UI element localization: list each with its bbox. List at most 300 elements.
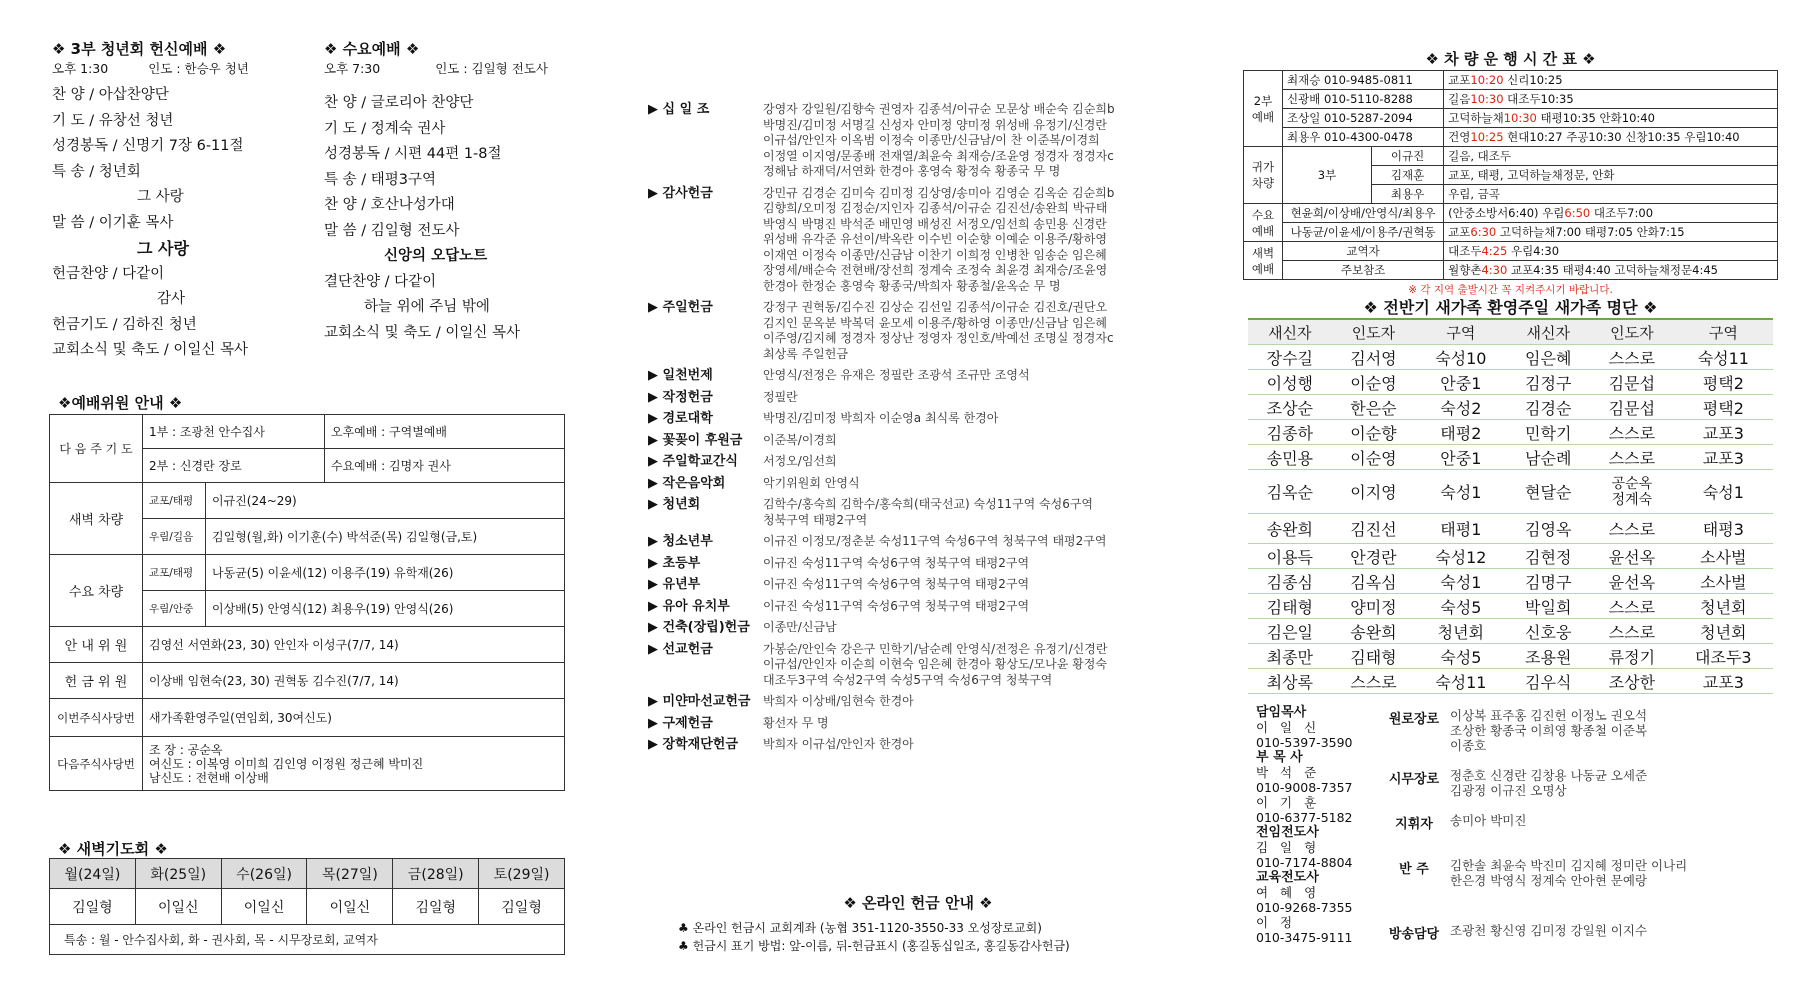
staff-phone: 010-9268-7355 bbox=[1256, 900, 1353, 915]
bus-route bbox=[1444, 242, 1778, 261]
route-stops: 대조두7:00 bbox=[1590, 206, 1654, 220]
table-cell: 이용득 bbox=[1248, 544, 1332, 569]
wed-car-label: 수요 차량 bbox=[50, 555, 143, 627]
wed-service-leader: 인도 : 김일형 전도사 bbox=[435, 61, 548, 76]
column-header: 인도자 bbox=[1590, 319, 1674, 345]
table-cell: 최상록 bbox=[1248, 669, 1332, 694]
dedication-label: ▶ 청소년부 bbox=[648, 534, 713, 549]
route-stops: 태평10:35 안화10:40 bbox=[1536, 111, 1655, 125]
table-cell: 류정기 bbox=[1590, 644, 1674, 669]
cell: 오후예배 : 구역별예배 bbox=[324, 415, 564, 449]
route-stops: 교포4:35 태평4:40 고덕하늘채정문4:45 bbox=[1507, 263, 1718, 277]
cell: 교포/태평 bbox=[143, 555, 206, 591]
dedications-list bbox=[648, 102, 1188, 753]
cell: 이상배(5) 안영식(12) 최용우(19) 안영식(26) bbox=[206, 591, 565, 627]
table-cell: 안중1 bbox=[1415, 445, 1506, 470]
meal-label: 이번주식사당번 bbox=[50, 699, 143, 737]
table-cell: 스스로 bbox=[1590, 594, 1674, 619]
dedications-column bbox=[648, 102, 1188, 953]
cell: 우림/길음 bbox=[143, 519, 206, 555]
table-cell: 이순영 bbox=[1332, 445, 1416, 470]
role-names: 송미아 박미진 bbox=[1450, 813, 1527, 828]
role-names: 조광천 황신영 김미정 강일원 이지수 bbox=[1450, 923, 1648, 938]
table-cell: 교포3 bbox=[1674, 445, 1773, 470]
day-cell: 목(27일) bbox=[307, 859, 393, 889]
table-cell: 대조두3 bbox=[1674, 644, 1773, 669]
route-stop: 월향촌 bbox=[1448, 263, 1482, 277]
role-label: 반 주 bbox=[1399, 862, 1429, 877]
table-cell: 윤선옥 bbox=[1590, 569, 1674, 594]
table-row bbox=[1248, 514, 1773, 544]
leader-cell: 이일신 bbox=[135, 889, 221, 925]
dedication-names: 이규진 숙성11구역 숙성6구역 청북구역 태평2구역 bbox=[763, 577, 1030, 591]
bus-table bbox=[1243, 70, 1778, 298]
staff-title: 부 목 사 bbox=[1256, 750, 1303, 765]
role-row bbox=[1378, 813, 1526, 832]
dawn-car-label: 새벽 차량 bbox=[50, 483, 143, 555]
wed-service bbox=[324, 38, 584, 346]
dedication-row bbox=[648, 300, 1188, 362]
cell: 1부 : 조광천 안수집사 bbox=[143, 415, 325, 449]
route-stops: 대조두10:35 bbox=[1503, 92, 1574, 106]
program-line: 특 송 / 청년회 bbox=[52, 163, 141, 180]
wed-service-time: 오후 7:30 bbox=[324, 61, 381, 76]
dedication-row bbox=[648, 534, 1188, 550]
online-offering bbox=[648, 892, 1188, 955]
table-cell: 숙성1 bbox=[1415, 569, 1506, 594]
table-row bbox=[1248, 669, 1773, 694]
table-cell: 평택2 bbox=[1674, 395, 1773, 420]
staff-name: 박 석 준 bbox=[1256, 765, 1321, 780]
dedication-names: 강정구 권혁동/김수진 김상순 김선일 김종석/이규순 김진호/권단오 김지인 문옥분 박복덕 윤모세 이용주/황하영 이종만/신금남 임은혜 이주영/김지혜 정경자 정상난 정영자 정인호/박예선 조명실 정경자c 최상록 주일헌금 bbox=[763, 300, 1114, 361]
evening-service bbox=[52, 38, 322, 364]
dedication-names: 정필란 bbox=[763, 389, 798, 404]
table-cell: 남순례 bbox=[1506, 445, 1590, 470]
staff-list bbox=[1256, 705, 1366, 945]
cell: 나동균(5) 이윤세(12) 이용주(19) 유학재(26) bbox=[206, 555, 565, 591]
day-cell: 화(25일) bbox=[135, 859, 221, 889]
role-label: 지휘자 bbox=[1395, 817, 1433, 832]
bus-cell: 최용우 bbox=[1372, 185, 1444, 204]
table-cell: 송민용 bbox=[1248, 445, 1332, 470]
bus-route bbox=[1444, 109, 1778, 128]
dedication-label: ▶ 주일학교간식 bbox=[648, 454, 738, 469]
table-cell: 현달순 bbox=[1506, 470, 1590, 514]
table-cell: 신호웅 bbox=[1506, 619, 1590, 644]
dedication-row bbox=[648, 497, 1188, 528]
leader-cell: 이일신 bbox=[307, 889, 393, 925]
bus-cell: 이규진 bbox=[1372, 147, 1444, 166]
day-cell: 토(29일) bbox=[479, 859, 565, 889]
dedication-label: ▶ 감사헌금 bbox=[648, 185, 713, 201]
bus-cell: 현윤희/이상배/안영식/최용우 bbox=[1283, 204, 1444, 223]
route-time: 10:30 bbox=[1503, 111, 1537, 125]
table-cell: 김옥심 bbox=[1332, 569, 1416, 594]
program-line: 헌금기도 / 김하진 청년 bbox=[52, 316, 197, 333]
table-cell: 청년회 bbox=[1415, 619, 1506, 644]
table-cell: 김우식 bbox=[1506, 669, 1590, 694]
staff-title: 전임전도사 bbox=[1256, 825, 1319, 840]
table-cell: 공순옥 정계숙 bbox=[1590, 470, 1674, 514]
role-label: 원로장로 bbox=[1388, 712, 1440, 727]
table-row bbox=[1248, 594, 1773, 619]
dedication-row bbox=[648, 186, 1188, 295]
dedication-names: 이종만/신금남 bbox=[763, 620, 837, 634]
bus-route bbox=[1444, 128, 1778, 147]
bus-cell: 신광배 010-5110-8288 bbox=[1283, 90, 1444, 109]
route-stop: 고덕하늘채 bbox=[1448, 111, 1504, 125]
role-names: 김한솔 최윤숙 박진미 김지혜 정미란 이나리 한은경 박영식 정계숙 안아현 문예랑 bbox=[1450, 858, 1688, 888]
column-header: 구역 bbox=[1415, 319, 1506, 345]
table-cell: 김명구 bbox=[1506, 569, 1590, 594]
program-line: 찬 양 / 아삽찬양단 bbox=[52, 87, 169, 103]
table-cell: 청년회 bbox=[1674, 594, 1773, 619]
bus-cell: 김재훈 bbox=[1372, 166, 1444, 185]
table-cell: 안중1 bbox=[1415, 370, 1506, 395]
table-row bbox=[1248, 619, 1773, 644]
dedication-row bbox=[648, 556, 1188, 572]
cell-line: 여신도 : 이복영 이미희 김인영 이정원 정근혜 박미진 bbox=[149, 756, 424, 771]
guide-label: 안 내 위 원 bbox=[50, 627, 143, 663]
route-time: 10:25 bbox=[1470, 130, 1504, 144]
column-header: 새신자 bbox=[1506, 319, 1590, 345]
program-line: 교회소식 및 축도 / 이일신 목사 bbox=[52, 342, 249, 358]
meal-label: 다음주식사당번 bbox=[50, 737, 143, 791]
bus-group-label: 새벽 예배 bbox=[1244, 242, 1283, 280]
column-header: 구역 bbox=[1674, 319, 1773, 345]
dedication-row bbox=[648, 599, 1188, 615]
cell: 교포/태평 bbox=[143, 483, 206, 519]
table-cell: 소사벌 bbox=[1674, 569, 1773, 594]
dedication-row bbox=[648, 577, 1188, 593]
table-cell: 민학기 bbox=[1506, 420, 1590, 445]
table-row bbox=[1248, 420, 1773, 445]
table-cell: 김문섭 bbox=[1590, 370, 1674, 395]
dawn-note: 특송 : 월 - 안수집사회, 화 - 권사회, 목 - 시무장로회, 교역자 bbox=[50, 925, 565, 955]
bus-cell: 주보참조 bbox=[1283, 261, 1444, 280]
table-row bbox=[1248, 470, 1773, 514]
bus-cell: 최재승 010-9485-0811 bbox=[1283, 71, 1444, 90]
route-time: 6:50 bbox=[1564, 206, 1591, 220]
table-cell: 김종하 bbox=[1248, 420, 1332, 445]
bus-group-label: 수요 예배 bbox=[1244, 204, 1283, 242]
table-cell: 이순향 bbox=[1332, 420, 1416, 445]
dedication-names: 김학수/홍숙희 김학수/홍숙희(태국선교) 숙성11구역 숙성6구역 청북구역 태평2구역 bbox=[763, 497, 1094, 527]
online-line: ♣ 온라인 헌금시 교회계좌 (농협 351-1120-3550-33 오성장로교회) bbox=[678, 921, 1042, 935]
table-row bbox=[1248, 345, 1773, 370]
table-cell: 최종만 bbox=[1248, 644, 1332, 669]
dedication-label: ▶ 일천번제 bbox=[648, 368, 713, 383]
route-stops: 신리10:25 bbox=[1503, 73, 1563, 87]
dedication-row bbox=[648, 737, 1188, 753]
cell: 이상배 임현숙(23, 30) 권혁동 김수진(7/7, 14) bbox=[143, 663, 565, 699]
dedication-label: ▶ 경로대학 bbox=[648, 411, 713, 426]
dedication-label: ▶ 청년회 bbox=[648, 497, 701, 512]
staff-phone: 010-6377-5182 bbox=[1256, 810, 1353, 825]
role-row bbox=[1378, 923, 1647, 942]
offer-label: 헌 금 위 원 bbox=[50, 663, 143, 699]
dedication-label: ▶ 구제헌금 bbox=[648, 715, 713, 731]
table-cell: 장수길 bbox=[1248, 345, 1332, 370]
cell-line: 남신도 : 전현배 이상배 bbox=[149, 770, 269, 785]
dedication-names: 박희자 이규섭/안인자 한경아 bbox=[763, 737, 914, 751]
dedication-row bbox=[648, 390, 1188, 406]
dedication-label: ▶ 유아 유치부 bbox=[648, 598, 730, 614]
table-cell: 김영옥 bbox=[1506, 514, 1590, 544]
dedication-row bbox=[648, 368, 1188, 384]
role-row bbox=[1378, 708, 1647, 753]
leader-cell: 이일신 bbox=[221, 889, 307, 925]
table-cell: 이순영 bbox=[1332, 370, 1416, 395]
column-header: 새신자 bbox=[1248, 319, 1332, 345]
program-line: 찬 양 / 호산나성가대 bbox=[324, 197, 455, 213]
table-cell: 김태형 bbox=[1248, 594, 1332, 619]
dedication-names: 이준복/이경희 bbox=[763, 432, 837, 447]
table-cell: 태평1 bbox=[1415, 514, 1506, 544]
dawn-prayer-table bbox=[49, 858, 565, 955]
dedication-names: 황선자 무 명 bbox=[763, 715, 829, 730]
table-cell: 조상한 bbox=[1590, 669, 1674, 694]
table-cell: 교포3 bbox=[1674, 669, 1773, 694]
program-line: 성경봉독 / 시편 44편 1-8절 bbox=[324, 146, 502, 162]
dedication-label: ▶ 유년부 bbox=[648, 577, 701, 592]
table-cell: 박일희 bbox=[1506, 594, 1590, 619]
dedication-row bbox=[648, 642, 1188, 689]
role-names: 이상복 표주홍 김진헌 이정노 권오석 조상한 황종국 이희영 황종철 이준복 이종호 bbox=[1450, 708, 1648, 753]
dedication-label: ▶ 작정헌금 bbox=[648, 389, 713, 405]
table-row bbox=[1248, 644, 1773, 669]
staff-name: 여 혜 영 bbox=[1256, 885, 1321, 900]
table-cell: 조용원 bbox=[1506, 644, 1590, 669]
table-row bbox=[1248, 445, 1773, 470]
table-cell: 숙성1 bbox=[1674, 470, 1773, 514]
route-stop: 교포 bbox=[1448, 225, 1471, 239]
table-cell: 태평3 bbox=[1674, 514, 1773, 544]
program-line: 말 씀 / 김일형 전도사 bbox=[324, 222, 460, 239]
program-line: 결단찬양 / 다같이 bbox=[324, 273, 437, 290]
dedication-names: 박명진/김미정 박희자 이순영a 최식록 한경아 bbox=[763, 411, 999, 425]
program-line: 기 도 / 정계숙 권사 bbox=[324, 120, 446, 137]
table-cell: 김종심 bbox=[1248, 569, 1332, 594]
evening-service-title: ❖ 3부 청년회 헌신예배 ❖ bbox=[52, 40, 227, 58]
role-row bbox=[1378, 768, 1647, 798]
evening-service-time: 오후 1:30 bbox=[52, 61, 109, 76]
dedication-names: 이규진 숙성11구역 숙성6구역 청북구역 태평2구역 bbox=[763, 598, 1030, 613]
table-cell: 숙성5 bbox=[1415, 644, 1506, 669]
program-line: 그 사랑 bbox=[137, 189, 184, 205]
route-time: 10:30 bbox=[1470, 92, 1504, 106]
table-cell: 양미정 bbox=[1332, 594, 1416, 619]
bus-cell: 나동균/이윤세/이용주/권혁동 bbox=[1283, 223, 1444, 242]
dedication-label: ▶ 주일헌금 bbox=[648, 300, 713, 315]
route-stop: 길음 bbox=[1448, 92, 1471, 106]
route-stops: 고덕하늘채7:00 태평7:05 안화7:15 bbox=[1496, 225, 1685, 239]
program-line: 말 씀 / 이기훈 목사 bbox=[52, 214, 174, 231]
dedication-names: 악기위원회 안영식 bbox=[763, 475, 860, 490]
table-cell: 숙성10 bbox=[1415, 345, 1506, 370]
dedication-row bbox=[648, 411, 1188, 427]
staff-name: 김 일 형 bbox=[1256, 840, 1321, 855]
bus-route bbox=[1444, 223, 1778, 242]
route-stop: 건영 bbox=[1448, 130, 1471, 144]
program-line: 찬 양 / 글로리아 찬양단 bbox=[324, 95, 474, 111]
dedication-label: ▶ 작은음악회 bbox=[648, 475, 726, 491]
dawn-prayer-title: ❖ 새벽기도회 ❖ bbox=[58, 840, 168, 858]
dedication-label: ▶ 장학재단헌금 bbox=[648, 737, 738, 752]
table-cell: 평택2 bbox=[1674, 370, 1773, 395]
table-cell: 스스로 bbox=[1590, 445, 1674, 470]
table-cell: 청년회 bbox=[1674, 619, 1773, 644]
bus-note: ※ 각 지역 출발시간 꼭 지켜주시기 바랍니다. bbox=[1408, 283, 1613, 296]
evening-service-leader: 인도 : 한승우 청년 bbox=[148, 61, 249, 76]
bus-route bbox=[1444, 71, 1778, 90]
table-cell: 김정구 bbox=[1506, 370, 1590, 395]
table-cell: 김현정 bbox=[1506, 544, 1590, 569]
bus-cell: 우림, 금곡 bbox=[1444, 185, 1778, 204]
table-cell: 김진선 bbox=[1332, 514, 1416, 544]
cell: 이규진(24~29) bbox=[206, 483, 565, 519]
bus-route bbox=[1444, 90, 1778, 109]
dedication-row bbox=[648, 454, 1188, 470]
route-time: 4:30 bbox=[1481, 263, 1508, 277]
cell-line: 조 장 : 공순옥 bbox=[149, 742, 223, 757]
dedication-names: 강영자 강일원/김향숙 권영자 김종석/이규순 모문상 배순숙 김순희b 박명진/김미정 서명길 신성자 안미정 양미정 위성배 유정기/신경란 이규섭/안인자 이옥범 이정숙 이종만/신금남/이 찬 이준복/이경희 이정열 이지영/문종배 전재열/최윤숙 최재승/조윤영 정경자 정경자c 정해남 하재덕/서연화 한경아 홍영숙 황정숙 황종국 무 명 bbox=[763, 102, 1115, 178]
staff-name: 이 일 신 bbox=[1256, 720, 1321, 735]
bus-cell: 교포, 태평, 고덕하늘채정문, 안화 bbox=[1444, 166, 1778, 185]
table-cell: 조상순 bbox=[1248, 395, 1332, 420]
bus-cell: 교역자 bbox=[1283, 242, 1444, 261]
dedication-row bbox=[648, 476, 1188, 492]
day-cell: 수(26일) bbox=[221, 859, 307, 889]
route-time: 10:20 bbox=[1470, 73, 1504, 87]
new-family-title: ❖ 전반기 새가족 환영주일 새가족 명단 ❖ bbox=[1363, 298, 1658, 317]
table-cell: 김태형 bbox=[1332, 644, 1416, 669]
table-row bbox=[1248, 395, 1773, 420]
staff-phone: 010-5397-3590 bbox=[1256, 735, 1353, 750]
role-label: 시무장로 bbox=[1388, 772, 1440, 787]
bus-title: ❖ 차 량 운 행 시 간 표 ❖ bbox=[1425, 50, 1596, 68]
route-time: 6:30 bbox=[1470, 225, 1497, 239]
table-cell: 스스로 bbox=[1590, 345, 1674, 370]
dedication-label: ▶ 미얀마선교헌금 bbox=[648, 694, 751, 709]
cell: 수요예배 : 김명자 권사 bbox=[324, 449, 564, 483]
staff-title: 담임목사 bbox=[1256, 705, 1307, 720]
dedication-names: 서정오/임선희 bbox=[763, 454, 837, 468]
dedication-label: ▶ 초등부 bbox=[648, 555, 701, 571]
online-title: ❖ 온라인 헌금 안내 ❖ bbox=[843, 894, 993, 912]
cell: 우림/안중 bbox=[143, 591, 206, 627]
online-line: ♣ 헌금시 표기 방법: 앞-이름, 뒤-헌금표시 (홍길동십일조, 홍길동감사헌금) bbox=[678, 939, 1070, 953]
dedication-row bbox=[648, 620, 1188, 636]
bus-cell: 조상일 010-5287-2094 bbox=[1283, 109, 1444, 128]
dedication-row bbox=[648, 716, 1188, 732]
sermon-title: 그 사랑 bbox=[137, 239, 189, 258]
leader-cell: 김일형 bbox=[393, 889, 479, 925]
program-line: 헌금찬양 / 다같이 bbox=[52, 265, 165, 282]
table-cell: 스스로 bbox=[1590, 619, 1674, 644]
staff-name: 이 정 bbox=[1256, 915, 1297, 930]
leader-cell: 김일형 bbox=[479, 889, 565, 925]
table-cell: 숙성1 bbox=[1415, 470, 1506, 514]
day-cell: 월(24일) bbox=[50, 859, 136, 889]
cell: 새가족환영주일(연임회, 30여신도) bbox=[143, 699, 565, 737]
table-cell: 송완희 bbox=[1248, 514, 1332, 544]
day-cell: 금(28일) bbox=[393, 859, 479, 889]
bus-group-label: 2부 예배 bbox=[1244, 71, 1283, 147]
bus-cell: 길음, 대조두 bbox=[1444, 147, 1778, 166]
dedication-label: ▶ 꽃꽂이 후원금 bbox=[648, 432, 743, 448]
table-cell: 교포3 bbox=[1674, 420, 1773, 445]
table-cell: 한은순 bbox=[1332, 395, 1416, 420]
dedication-label: ▶ 건축(장립)헌금 bbox=[648, 620, 750, 635]
staff-title: 교육전도사 bbox=[1256, 870, 1319, 885]
table-cell: 숙성11 bbox=[1415, 669, 1506, 694]
worship-committee-table bbox=[49, 414, 565, 791]
staff-phone: 010-9008-7357 bbox=[1256, 780, 1353, 795]
table-cell: 김문섭 bbox=[1590, 395, 1674, 420]
route-stops: 우림4:30 bbox=[1507, 244, 1560, 258]
cell: 김영선 서연화(23, 30) 안인자 이성구(7/7, 14) bbox=[143, 627, 565, 663]
role-row bbox=[1378, 858, 1687, 888]
table-cell: 소사벌 bbox=[1674, 544, 1773, 569]
table-row bbox=[1248, 544, 1773, 569]
table-cell: 김서영 bbox=[1332, 345, 1416, 370]
table-cell: 임은혜 bbox=[1506, 345, 1590, 370]
table-cell: 이지영 bbox=[1332, 470, 1416, 514]
bus-group-sub: 3부 bbox=[1283, 147, 1372, 204]
table-cell: 안경란 bbox=[1332, 544, 1416, 569]
table-row bbox=[1248, 569, 1773, 594]
table-cell: 김옥순 bbox=[1248, 470, 1332, 514]
role-label: 방송담당 bbox=[1388, 927, 1440, 942]
route-stop: (안중소방서6:40) 우림 bbox=[1448, 206, 1565, 220]
dedication-label: ▶ 선교헌금 bbox=[648, 641, 713, 657]
dedication-row bbox=[648, 694, 1188, 710]
table-cell: 숙성12 bbox=[1415, 544, 1506, 569]
leader-cell: 김일형 bbox=[50, 889, 136, 925]
table-cell: 스스로 bbox=[1590, 420, 1674, 445]
program-line: 성경봉독 / 신명기 7장 6-11절 bbox=[52, 138, 244, 154]
table-cell: 스스로 bbox=[1332, 669, 1416, 694]
route-stops: 현대10:27 주공10:30 신창10:35 우림10:40 bbox=[1503, 130, 1740, 144]
table-cell: 스스로 bbox=[1590, 514, 1674, 544]
route-stop: 교포 bbox=[1448, 73, 1471, 87]
program-line: 기 도 / 유창선 청년 bbox=[52, 112, 174, 129]
program-line: 하늘 위에 주님 밖에 bbox=[364, 299, 490, 315]
table-cell: 김경순 bbox=[1506, 395, 1590, 420]
table-cell: 이성행 bbox=[1248, 370, 1332, 395]
cell: 김일형(월,화) 이기훈(수) 박석준(목) 김일형(금,토) bbox=[206, 519, 565, 555]
dedication-names: 이규진 이정모/정춘분 숙성11구역 숙성6구역 청북구역 태평2구역 bbox=[763, 534, 1107, 548]
program-line: 특 송 / 태평3구역 bbox=[324, 171, 436, 188]
route-stop: 대조두 bbox=[1448, 244, 1482, 258]
table-cell: 숙성11 bbox=[1674, 345, 1773, 370]
wed-service-title: ❖ 수요예배 ❖ bbox=[324, 40, 420, 58]
column-header: 인도자 bbox=[1332, 319, 1416, 345]
table-cell: 숙성5 bbox=[1415, 594, 1506, 619]
bus-group-label: 귀가 차량 bbox=[1244, 147, 1283, 204]
table-cell: 태평2 bbox=[1415, 420, 1506, 445]
new-family-table bbox=[1248, 318, 1773, 694]
table-cell: 윤선옥 bbox=[1590, 544, 1674, 569]
next-prayer-label: 다 음 주 기 도 bbox=[50, 415, 143, 483]
bus-cell: 최용우 010-4300-0478 bbox=[1283, 128, 1444, 147]
dedication-label: ▶ 십 일 조 bbox=[648, 102, 710, 117]
staff-phone: 010-3475-9111 bbox=[1256, 930, 1353, 945]
dedication-names: 가봉순/안인숙 강은구 민학기/남순례 안영식/전정은 유정기/신경란 이규섭/안인자 이순희 이현숙 임은혜 한경아 황상도/모나윤 황정숙 대조두3구역 숙성2구역 숙성5구역 숙성6구역 청북구역 bbox=[763, 641, 1108, 687]
staff-name: 이 기 훈 bbox=[1256, 795, 1321, 810]
bus-route bbox=[1444, 261, 1778, 280]
